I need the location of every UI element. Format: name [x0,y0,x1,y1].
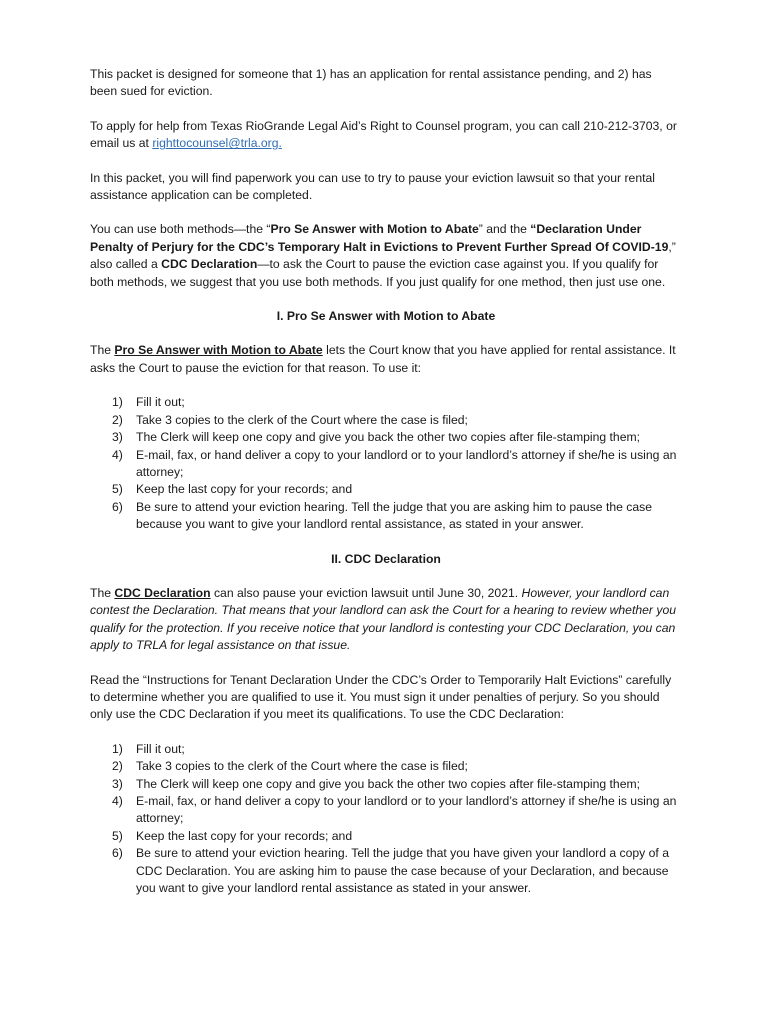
intro-p4-e: ,” also called a [90,239,676,272]
list-number: 1) [112,741,123,756]
list-number: 5) [112,482,123,497]
s1-p-c: lets the Court know that you have applied for rental assistance. It asks the Court to pause the eviction for that reason. To use it: [90,343,676,375]
list-item [90,793,682,828]
intro-p4-g: —to ask the Court to pause the eviction case against you. If you qualify for both methods, we suggest that you use both methods. If you just qualify for one method, then just use one. [90,257,666,289]
section-2-paragraph-2: Read the “Instructions for Tenant Declaration Under the CDC’s Order to Temporarily Halt Evictions” carefully to determine whether you are qualified to use it. You must sign it under penalties of perjury. So you should only use the CDC Declaration if you meet its qualifications. To use the CDC Declaration: [90,672,672,722]
list-item [90,481,682,498]
list-text: The Clerk will keep one copy and give you back the other two copies after file-stamping them; [136,776,641,791]
section-1-paragraph [90,342,682,377]
s2-p1-a: The [90,585,115,600]
list-text: Fill it out; [136,741,185,756]
list-number: 6) [112,846,123,861]
list-text: E-mail, fax, or hand deliver a copy to your landlord or to your landlord’s attorney if she/he is using an attorney; [136,447,677,479]
list-number: 5) [112,828,123,843]
list-item [90,741,682,758]
list-item [90,499,682,534]
s2-p1-c: can also pause your eviction lawsuit until June 30, 2021. [210,585,522,600]
s1-p-b: Pro Se Answer with Motion to Abate [114,343,323,358]
list-text: Be sure to attend your eviction hearing. Tell the judge that you have given your landlord a copy of a CDC Declaration. You are asking him to pause the case because of your Declaration, and because you want to give your landlord rental assistance as stated in your answer. [136,846,669,896]
list-text: The Clerk will keep one copy and give you back the other two copies after file-stamping them; [136,430,641,445]
email-link[interactable]: righttocounsel@trla.org. [152,136,282,151]
list-number: 4) [112,794,123,808]
list-item [90,447,682,482]
section-1-steps [90,394,682,533]
document-body [90,66,682,914]
intro-paragraph-4 [90,221,682,291]
list-item [90,412,682,429]
intro-paragraph-1: This packet is designed for someone that 1) has an application for rental assistance pending, and 2) has been sued for eviction. [90,67,652,99]
list-text: Be sure to attend your eviction hearing. Tell the judge that you are asking him to pause the case because you want to give your landlord rental assistance, as stated in your answer. [136,499,653,532]
section-2-steps [90,741,682,898]
list-number: 2) [112,759,123,774]
intro-contact-text: To apply for help from Texas RioGrande Legal Aid’s Right to Counsel program, you can call 210-212-3703, or email us at [90,118,677,151]
list-number: 1) [112,395,123,410]
list-number: 2) [112,412,123,427]
list-text: Keep the last copy for your records; and [136,828,353,843]
intro-p4-a: You can use both methods—the “ [90,222,271,237]
list-number: 6) [112,499,123,514]
section-2-heading: II. CDC Declaration [331,551,441,566]
list-item [90,394,682,411]
list-item [90,828,682,845]
list-text: Take 3 copies to the clerk of the Court where the case is filed; [136,759,468,774]
list-item [90,845,682,897]
list-number: 4) [112,447,123,462]
list-item [90,429,682,446]
section-1-heading: I. Pro Se Answer with Motion to Abate [276,309,496,324]
intro-p4-d: “Declaration Under Penalty of Perjury for the CDC’s Temporary Halt in Evictions to Prevent Further Spread Of COVID-19 [90,222,669,254]
list-text: Keep the last copy for your records; and [136,482,353,497]
list-item [90,776,682,793]
s2-p1-d: However, your landlord can contest the Declaration. That means that your landlord can ask the Court for a hearing to review whether you qualify for the protection. If you receive notice that your landlord is contesting your CDC Declaration, you can apply to TRLA for legal assistance on that issue. [90,585,676,653]
intro-p4-c: ” and the [478,222,531,237]
list-number: 3) [112,430,123,445]
list-text: Fill it out; [136,395,185,410]
s1-p-a: The [90,343,115,358]
intro-paragraph-3: In this packet, you will find paperwork you can use to try to pause your eviction lawsuit so that your rental assistance application can be completed. [90,170,655,203]
list-text: Take 3 copies to the clerk of the Court where the case is filed; [136,412,468,427]
section-2-paragraph-1 [90,585,682,655]
intro-p4-b: Pro Se Answer with Motion to Abate [270,222,479,237]
intro-paragraph-2 [90,118,682,153]
s2-p1-b: CDC Declaration [114,585,211,600]
list-item [90,758,682,775]
list-number: 3) [112,776,123,791]
list-text: E-mail, fax, or hand deliver a copy to your landlord or to your landlord’s attorney if she/he is using an attorney; [136,794,677,826]
intro-p4-f: CDC Declaration [161,257,258,272]
